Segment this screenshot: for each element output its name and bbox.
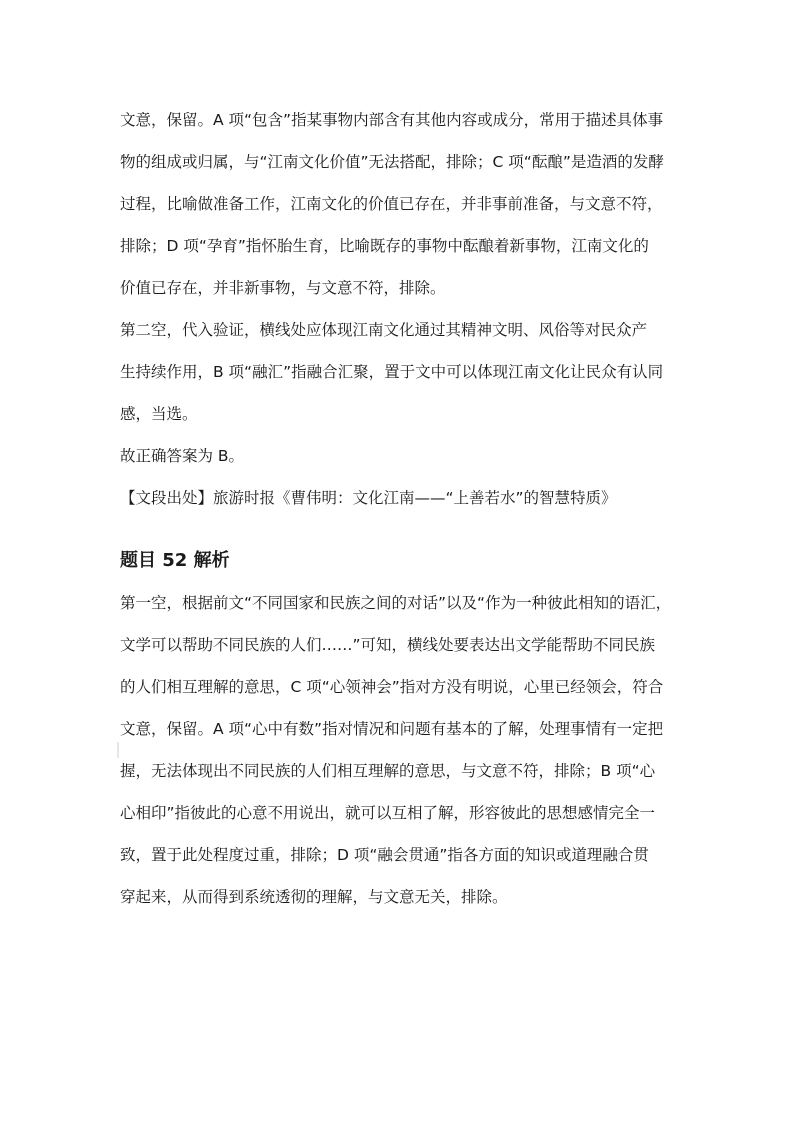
paragraph-line: 过程，比喻做准备工作，江南文化的价值已存在，并非事前准备，与文意不符，	[120, 195, 663, 213]
paragraph-line: 的人们相互理解的意思，C 项“心领神会”指对方没有明说，心里已经领会，符合	[120, 678, 664, 696]
paragraph-line: 心相印”指彼此的心意不用说出，就可以互相了解，形容彼此的思想感情完全一	[120, 804, 656, 822]
paragraph-line: 文学可以帮助不同民族的人们……”可知，横线处要表达出文学能帮助不同民族	[120, 636, 656, 654]
paragraph-line: 生持续作用，B 项“融汇”指融合汇聚，置于文中可以体现江南文化让民众有认同	[120, 363, 664, 381]
source-citation: 【文段出处】旅游时报《曹伟明：文化江南——“上善若水”的智慧特质》	[120, 489, 617, 507]
paragraph-line: 致，置于此处程度过重，排除；D 项“融会贯通”指各方面的知识或道理融合贯	[120, 846, 649, 864]
paragraph-line: 物的组成或归属，与“江南文化价值”无法搭配，排除；C 项“酝酿”是造酒的发酵	[120, 153, 664, 171]
paragraph-line: 排除；D 项“孕育”指怀胎生育，比喻既存的事物中酝酿着新事物，江南文化的	[120, 237, 649, 255]
paragraph-line: 感，当选。	[120, 405, 198, 423]
paragraph-line: 第一空，根据前文“不同国家和民族之间的对话”以及“作为一种彼此相知的语汇，	[120, 594, 672, 612]
paragraph-line: 穿起来，从而得到系统透彻的理解，与文意无关，排除。	[120, 888, 508, 906]
paragraph-line: 文意，保留。A 项“包含”指某事物内部含有其他内容或成分，常用于描述具体事	[120, 111, 664, 129]
answer-line: 故正确答案为 B。	[120, 447, 245, 465]
paragraph-line: 文意，保留。A 项“心中有数”指对情况和问题有基本的了解，处理事情有一定把	[120, 720, 664, 738]
paragraph-line: 第二空，代入验证，横线处应体现江南文化通过其精神文明、风俗等对民众产	[120, 321, 648, 339]
paragraph-line: 价值已存在，并非新事物，与文意不符，排除。	[120, 279, 446, 297]
paragraph-line: 握，无法体现出不同民族的人们相互理解的意思，与文意不符，排除；B 项“心	[120, 762, 656, 780]
scan-artifact	[117, 742, 119, 758]
section-heading: 题目 52 解析	[120, 550, 230, 571]
